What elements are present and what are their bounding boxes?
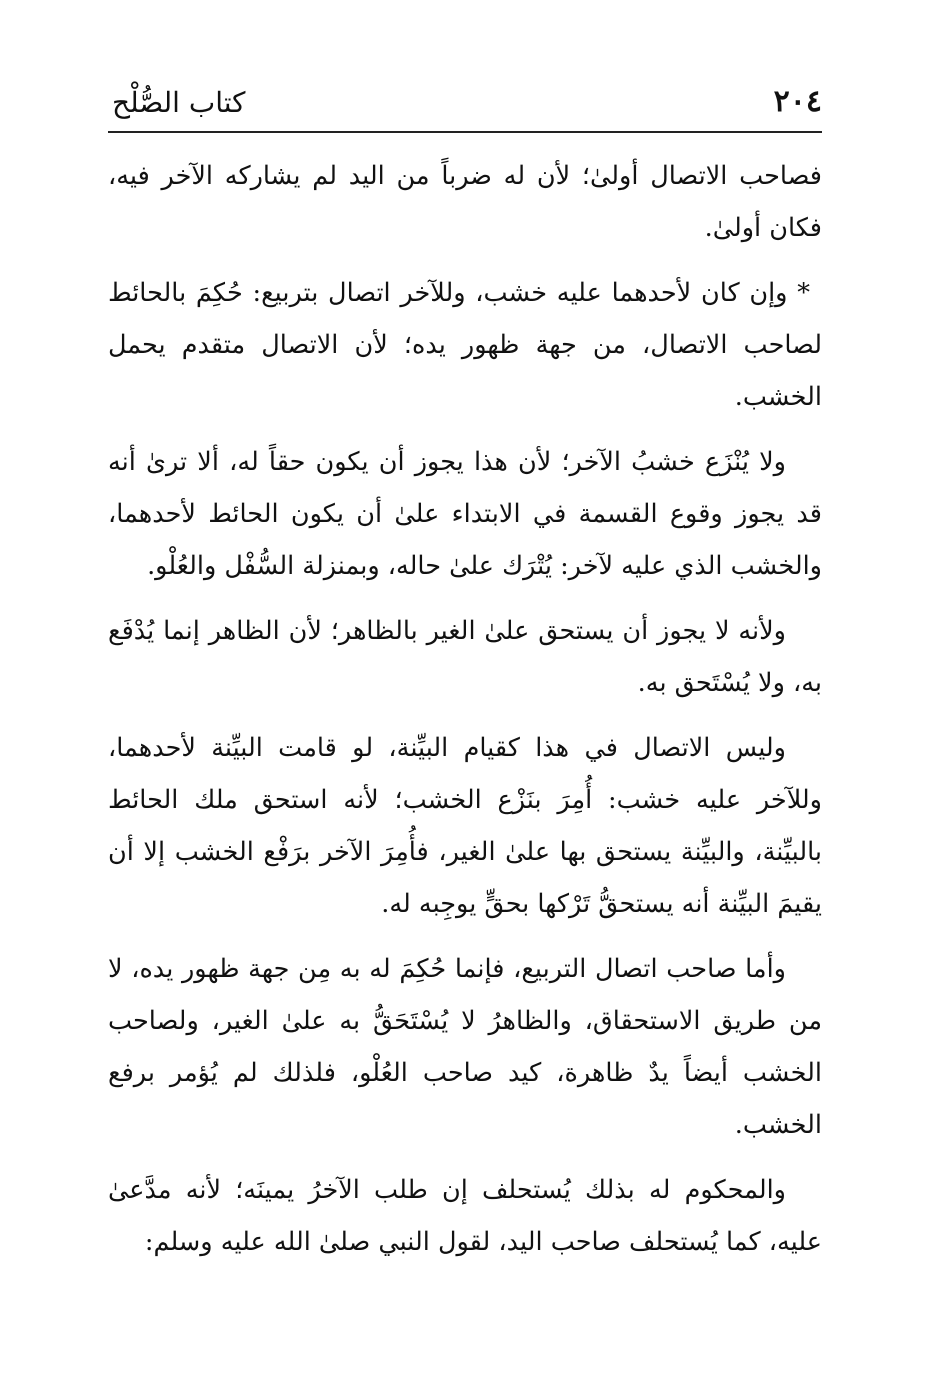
paragraph-4: ولأنه لا يجوز أن يستحق علىٰ الغير بالظاهر؛ لأن الظاهر إنما يُدْفَع به، ولا يُسْتَحق به.: [108, 616, 822, 698]
paragraph-6: وأما صاحب اتصال التربيع، فإنما حُكِمَ له به مِن جهة ظهور يده، لا من طريق الاستحقاق، والظاهرُ لا يُسْتَحَقُّ به علىٰ الغير، ولصاحب الخشب أيضاً يدٌ ظاهرة، كيد صاحب العُلْو، فلذلك لم يُؤمر برفع الخشب.: [108, 954, 822, 1140]
paragraph-1: فصاحب الاتصال أولىٰ؛ لأن له ضرباً من اليد لم يشاركه الآخر فيه، فكان أولىٰ.: [108, 161, 822, 243]
book-title: كتاب الصُّلْح: [112, 86, 246, 119]
page-number: ٢٠٤: [773, 84, 822, 119]
body-text: [108, 150, 822, 1281]
paragraph-7: والمحكوم له بذلك يُستحلف إن طلب الآخرُ يمينَه؛ لأنه مدَّعىٰ عليه، كما يُستحلف صاحب اليد، لقول النبي صلىٰ الله عليه وسلم:: [108, 1175, 822, 1257]
header-divider: [108, 131, 822, 133]
paragraph-5: وليس الاتصال في هذا كقيام البيِّنة، لو قامت البيِّنة لأحدهما، وللآخر عليه خشب: أُمِرَ بنَزْع الخشب؛ لأنه استحق ملك الحائط بالبيِّنة، والبيِّنة يستحق بها علىٰ الغير، فأُمِرَ الآخر برَفْع الخشب إلا أن يقيمَ البيِّنة أنه يستحقُّ تَرْكها بحقٍّ يوجِبه له.: [108, 733, 822, 919]
paragraph-2: * وإن كان لأحدهما عليه خشب، وللآخر اتصال بتربيع: حُكِمَ بالحائط لصاحب الاتصال، من جهة ظهور يده؛ لأن الاتصال متقدم يحمل الخشب.: [108, 278, 822, 412]
running-head: [112, 78, 822, 130]
paragraph-3: ولا يُنْزَع خشبُ الآخر؛ لأن هذا يجوز أن يكون حقاً له، ألا ترىٰ أنه قد يجوز وقوع القسمة في الابتداء علىٰ أن يكون الحائط لأحدهما، والخشب الذي عليه لآخر: يُتْرَك علىٰ حاله، وبمنزلة السُّفْل والعُلْو.: [108, 447, 822, 581]
